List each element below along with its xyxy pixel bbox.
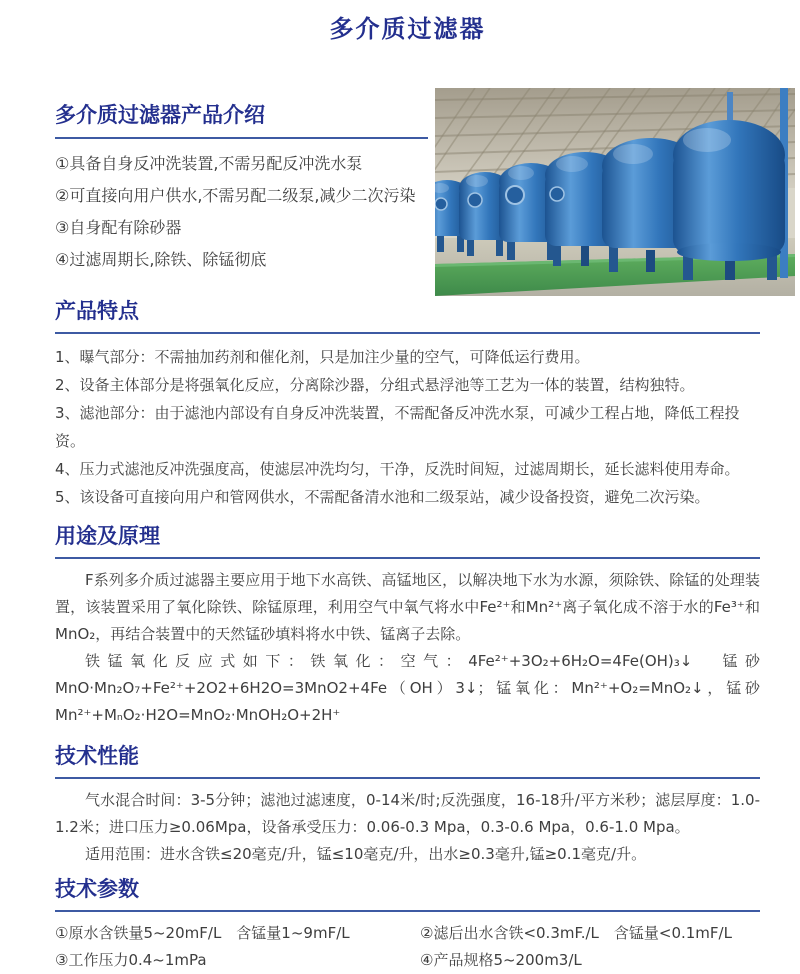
section-performance <box>55 743 760 868</box>
principle-paragraph: F系列多介质过滤器主要应用于地下水高铁、高锰地区，以解决地下水为水源，须除铁、除锰的处理装置，该装置采用了氧化除铁、除锰原理，利用空气中氧气将水中Fe²⁺和Mn²⁺离子氧化成不溶于水的Fe³⁺和MnO₂，再结合装置中的天然锰砂填料将水中铁、锰离子去除。 <box>55 571 760 643</box>
feature-item: 5、该设备可直接向用户和管网供水，不需配备清水池和二级泵站，减少设备投资，避免二次污染。 <box>55 488 710 506</box>
feature-item: 2、设备主体部分是将强氧化反应，分离除沙器，分组式悬浮池等工艺为一体的装置，结构独特。 <box>55 376 695 394</box>
performance-heading: 技术性能 <box>55 744 139 768</box>
principle-heading: 用途及原理 <box>55 524 160 548</box>
feature-item: 4、压力式滤池反冲洗强度高，使滤层冲洗均匀，干净，反洗时间短，过滤周期长，延长滤料使用寿命。 <box>55 460 740 478</box>
features-heading-rule <box>55 332 760 334</box>
feature-item: 3、滤池部分：由于滤池内部设有自身反冲洗装置，不需配备反冲洗水泵，可减少工程占地，降低工程投资。 <box>55 404 740 450</box>
performance-heading-rule <box>55 777 760 779</box>
section-parameters <box>55 876 760 974</box>
performance-paragraph: 气水混合时间：3-5分钟；滤池过滤速度，0-14米/时;反洗强度，16-18升/平方米秒；滤层厚度：1.0-1.2米；进口压力≥0.06Mpa，设备承受压力：0.06-0.3 Mpa，0.3-0.6 Mpa，0.6-1.0 Mpa。 <box>55 791 760 836</box>
performance-text <box>55 787 760 868</box>
intro-item: ①具备自身反冲洗装置,不需另配反冲洗水泵 <box>55 154 363 173</box>
intro-item: ③自身配有除砂器 <box>55 218 182 237</box>
section-features <box>55 298 760 511</box>
intro-heading-rule <box>55 137 428 139</box>
filter-tank <box>673 120 785 280</box>
parameters-heading-rule <box>55 910 760 912</box>
feature-item: 1、曝气部分：不需抽加药剂和催化剂，只是加注少量的空气，可降低运行费用。 <box>55 348 590 366</box>
parameters-heading: 技术参数 <box>55 877 139 901</box>
parameter-item: ③工作压力0.4~1mPa <box>55 951 207 969</box>
principle-heading-rule <box>55 557 760 559</box>
features-list <box>55 343 760 511</box>
parameters-grid <box>55 920 760 974</box>
chemical-equations: 铁锰氧化反应式如下：铁氧化：空气：4Fe²⁺+3O₂+6H₂O=4Fe(OH)₃↓ 锰砂MnO·Mn₂O₇+Fe²⁺+2O2+6H2O=3MnO2+4Fe（OH）3↓；锰氧化：Mn²⁺+O₂=MnO₂↓，锰砂Mn²⁺+MₙO₂·H2O=MnO₂·MnOH₂O+2H⁺ <box>55 652 760 724</box>
section-intro <box>55 88 428 276</box>
features-heading: 产品特点 <box>55 299 139 323</box>
parameter-item: ②滤后出水含铁<0.3mF./L 含锰量<0.1mF/L <box>420 924 732 942</box>
filter-tanks-photo-illustration <box>435 88 795 296</box>
intro-list <box>55 148 428 276</box>
page-title: 多介质过滤器 <box>329 15 486 43</box>
intro-and-photo-row <box>55 88 760 296</box>
principle-text <box>55 567 760 729</box>
parameter-item: ④产品规格5~200m3/L <box>420 951 582 969</box>
product-photo <box>435 88 795 296</box>
performance-scope-paragraph: 适用范围：进水含铁≤20毫克/升，锰≤10毫克/升，出水≥0.3毫升,锰≥0.1毫克/升。 <box>85 845 647 863</box>
intro-item: ②可直接向用户供水,不需另配二级泵,减少二次污染 <box>55 186 416 205</box>
intro-item: ④过滤周期长,除铁、除锰彻底 <box>55 250 267 269</box>
intro-heading: 多介质过滤器产品介绍 <box>55 103 265 127</box>
section-principle <box>55 523 760 729</box>
parameter-item: ①原水含铁量5~20mF/L 含锰量1~9mF/L <box>55 924 350 942</box>
